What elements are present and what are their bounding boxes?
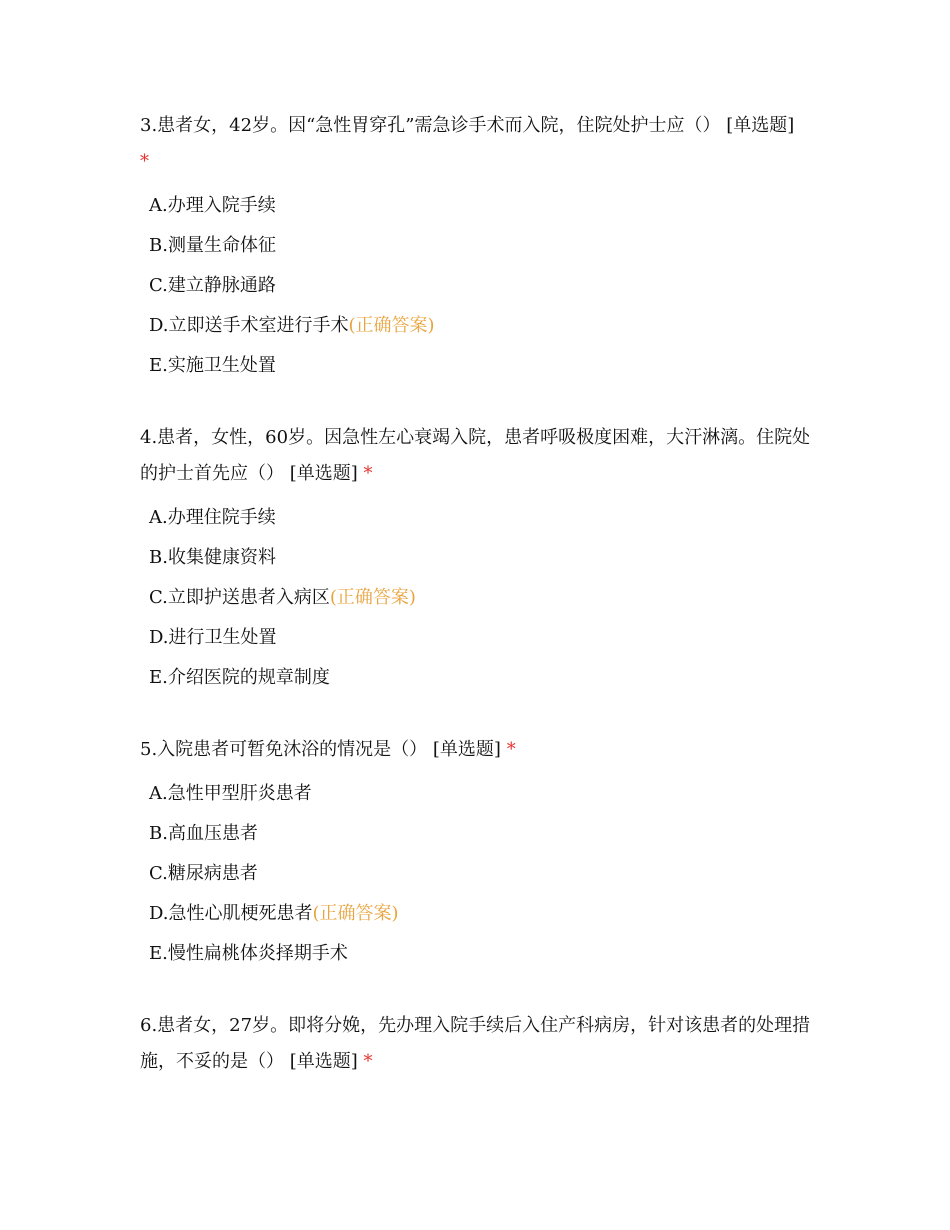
option-text: E.慢性扁桃体炎择期手术 [149,943,348,964]
option-text: D.立即送手术室进行手术 [149,315,349,336]
option-text: B.测量生命体征 [149,235,276,256]
option-list [140,186,820,386]
option-d[interactable] [149,894,820,934]
option-list [140,498,820,698]
option-text: E.实施卫生处置 [149,355,276,376]
option-e[interactable] [149,934,820,974]
option-text: C.建立静脉通路 [149,275,276,296]
question-text: 4.患者，女性，60岁。因急性左心衰竭入院，患者呼吸极度困难，大汗淋漓。住院处的护士首先应（） [单选题] [140,427,811,484]
correct-answer-tag: (正确答案) [312,903,399,924]
required-mark: * [140,151,149,172]
option-text: A.急性甲型肝炎患者 [149,783,312,804]
required-mark: * [506,739,516,760]
question-3 [140,108,820,386]
option-b[interactable] [149,538,820,578]
correct-answer-tag: (正确答案) [348,315,435,336]
option-e[interactable] [149,658,820,698]
question-6 [140,1008,820,1080]
option-d[interactable] [149,618,820,658]
option-text: B.高血压患者 [149,823,258,844]
option-e[interactable] [149,346,820,386]
question-text: 3.患者女，42岁。因“急性胃穿孔”需急诊手术而入院，住院处护士应（） [单选题] [140,115,795,136]
question-title [140,420,820,492]
question-title [140,108,820,180]
option-text: C.立即护送患者入病区 [149,587,330,608]
question-4 [140,420,820,698]
option-c[interactable] [149,266,820,306]
option-list [140,774,820,974]
option-text: A.办理入院手续 [149,195,276,216]
question-title [140,1008,820,1080]
required-mark: * [363,463,373,484]
required-mark: * [363,1051,373,1072]
option-a[interactable] [149,774,820,814]
question-sheet [140,108,820,1114]
option-text: E.介绍医院的规章制度 [149,667,330,688]
option-b[interactable] [149,814,820,854]
option-text: D.急性心肌梗死患者 [149,903,313,924]
option-text: C.糖尿病患者 [149,863,258,884]
option-c[interactable] [149,578,820,618]
option-text: A.办理住院手续 [149,507,276,528]
correct-answer-tag: (正确答案) [329,587,416,608]
option-c[interactable] [149,854,820,894]
option-b[interactable] [149,226,820,266]
option-text: D.进行卫生处置 [149,627,277,648]
question-title [140,732,820,768]
option-d[interactable] [149,306,820,346]
question-text: 6.患者女，27岁。即将分娩，先办理入院手续后入住产科病房，针对该患者的处理措施，不妥的是（） [单选题] [140,1015,811,1072]
option-a[interactable] [149,498,820,538]
question-text: 5.入院患者可暂免沐浴的情况是（） [单选题] [140,739,501,760]
option-a[interactable] [149,186,820,226]
option-text: B.收集健康资料 [149,547,276,568]
question-5 [140,732,820,974]
